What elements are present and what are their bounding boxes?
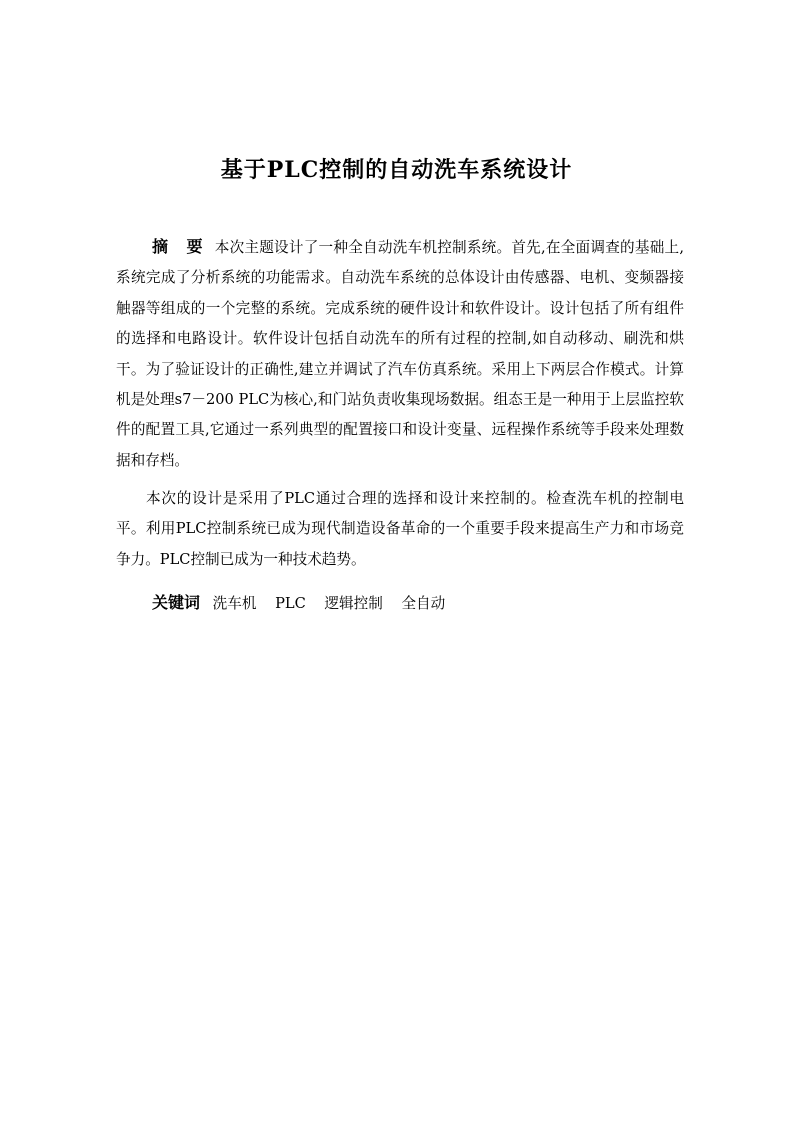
abstract-label-second: 要	[186, 237, 205, 256]
keyword-item: PLC	[275, 595, 306, 612]
keywords-line	[152, 588, 459, 619]
abstract-label	[116, 237, 215, 256]
document-title: 基于PLC控制的自动洗车系统设计	[220, 157, 573, 183]
abstract-text: 本次主题设计了一种全自动洗车机控制系统。首先,在全面调查的基础上,系统完成了分析系统的功能需求。自动洗车系统的总体设计由传感器、电机、变频器接触器等组成的一个完整的系统。完成系统的硬件设计和软件设计。设计包括了所有组件的选择和电路设计。软件设计包括自动洗车的所有过程的控制,如自动移动、刷洗和烘干。为了验证设计的正确性,建立并调试了汽车仿真系统。采用上下两层合作模式。计算机是处理s7－200 PLC为核心,和门站负责收集现场数据。组态王是一种用于上层监控软件的配置工具,它通过一系列典型的配置接口和设计变量、远程操作系统等手段来处理数据和存档。	[116, 239, 684, 469]
keyword-item: 洗车机	[212, 595, 257, 612]
abstract-paragraph-1	[116, 232, 684, 476]
keywords-label: 关键词	[152, 593, 201, 612]
abstract-label-first: 摘	[152, 237, 171, 256]
keyword-item: 逻辑控制	[324, 595, 383, 612]
abstract-paragraph-2: 本次的设计是采用了PLC通过合理的选择和设计来控制的。检查洗车机的控制电平。利用PLC控制系统已成为现代制造设备革命的一个重要手段来提高生产力和市场竞争力。PLC控制已成为一种技术趋势。	[116, 490, 684, 568]
keyword-item: 全自动	[401, 595, 446, 612]
